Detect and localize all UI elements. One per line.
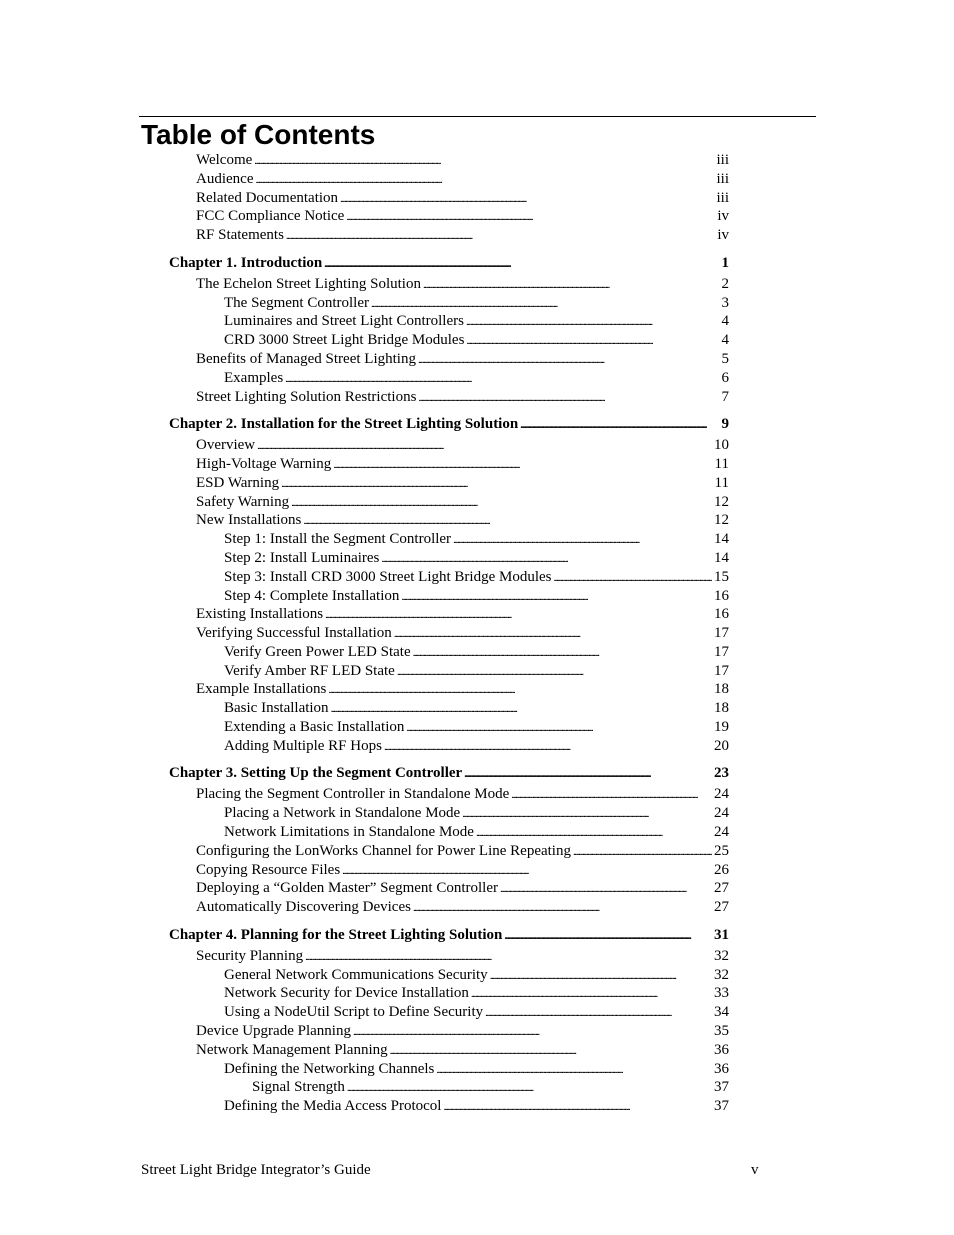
toc-entry[interactable]	[224, 1003, 729, 1022]
dot-leader	[476, 823, 712, 843]
toc-entry-title: Placing a Network in Standalone Mode	[224, 805, 461, 822]
dot-leader	[394, 624, 712, 644]
toc-entry-title: Network Management Planning	[196, 1041, 388, 1058]
toc-entry-page-number: 11	[714, 474, 729, 491]
dot-leader	[466, 331, 719, 351]
toc-entry-title: Verify Green Power LED State	[224, 643, 411, 660]
dot-leader	[255, 170, 714, 190]
toc-entry[interactable]	[196, 493, 729, 512]
toc-entry-page-number: 15	[714, 568, 729, 585]
toc-entry-title: Verifying Successful Installation	[196, 625, 392, 642]
toc-entry[interactable]	[196, 207, 729, 226]
toc-entry[interactable]	[196, 275, 729, 294]
toc-entry-page-number: 17	[714, 643, 729, 660]
dot-leader	[453, 530, 712, 550]
toc-entry[interactable]	[224, 587, 729, 606]
toc-entry-title: Welcome	[196, 152, 253, 168]
toc-entry-title: Automatically Discovering Devices	[196, 899, 411, 916]
toc-entry[interactable]	[224, 984, 729, 1003]
toc-entry[interactable]	[196, 842, 729, 861]
toc-entry-title: Luminaires and Street Light Controllers	[224, 313, 464, 330]
footer-page-number: v	[751, 1162, 759, 1178]
toc-entry[interactable]	[252, 1078, 729, 1097]
toc-entry-page-number: 26	[714, 861, 729, 878]
dot-leader	[257, 436, 712, 456]
toc-entry-page-number: 24	[714, 786, 729, 803]
toc-entry-page-number: 23	[714, 765, 729, 782]
dot-leader	[406, 718, 712, 738]
toc-entry-page-number: 32	[714, 947, 729, 964]
toc-chapter-entry[interactable]	[169, 926, 729, 945]
toc-entry[interactable]	[224, 1060, 729, 1079]
dot-leader	[500, 879, 712, 899]
toc-entry-title: Safety Warning	[196, 493, 290, 510]
dot-leader	[462, 804, 712, 824]
toc-entry-title: Basic Installation	[224, 700, 329, 717]
dot-leader	[471, 984, 712, 1004]
toc-entry[interactable]	[224, 804, 729, 823]
toc-entry-page-number: 14	[714, 549, 729, 566]
toc-entry-title: Example Installations	[196, 681, 327, 698]
toc-entry-page-number: 27	[714, 880, 729, 897]
toc-entry-title: Adding Multiple RF Hops	[224, 737, 382, 754]
toc-entry-page-number: 37	[714, 1098, 729, 1115]
toc-entry-page-number: iii	[716, 170, 729, 187]
toc-entry-title: Verify Amber RF LED State	[224, 662, 395, 679]
toc-chapter-entry[interactable]	[169, 764, 729, 783]
toc-entry-page-number: 16	[714, 587, 729, 604]
toc-entry-title: Signal Strength	[252, 1079, 345, 1096]
dot-leader	[342, 861, 712, 881]
toc-entry-title: Related Documentation	[196, 189, 339, 206]
dot-leader	[381, 549, 712, 569]
toc-entry-title: High-Voltage Warning	[196, 455, 332, 472]
dot-leader	[553, 568, 712, 588]
toc-entry-page-number: 10	[714, 437, 729, 454]
toc-entry-page-number: 19	[714, 719, 729, 736]
toc-entry-title: Chapter 2. Installation for the Street Lighting Solution	[169, 415, 519, 432]
toc-entry[interactable]	[196, 226, 729, 245]
toc-entry-title: Copying Resource Files	[196, 861, 341, 878]
toc-entry[interactable]	[224, 966, 729, 985]
toc-entry-title: Step 3: Install CRD 3000 Street Light Bridge Modules	[224, 568, 552, 585]
toc-entry[interactable]	[224, 1097, 729, 1116]
toc-entry-page-number: 1	[721, 254, 729, 271]
toc-entry[interactable]	[224, 823, 729, 842]
toc-entry-title: ESD Warning	[196, 474, 280, 491]
toc-entry[interactable]	[196, 605, 729, 624]
toc-entry[interactable]	[224, 737, 729, 756]
toc-entry-page-number: iv	[717, 227, 729, 244]
dot-leader	[305, 947, 712, 967]
toc-entry-title: CRD 3000 Street Light Bridge Modules	[224, 332, 465, 349]
toc-entry-page-number: 37	[714, 1079, 729, 1096]
dot-leader	[347, 1078, 712, 1098]
dot-leader	[413, 898, 712, 918]
dot-leader	[384, 737, 712, 757]
toc-entry-title: FCC Compliance Notice	[196, 208, 345, 225]
dot-leader	[353, 1022, 712, 1042]
toc-entry[interactable]	[196, 189, 729, 208]
dot-leader	[413, 643, 712, 663]
toc-entry[interactable]	[196, 1041, 729, 1060]
dot-leader	[346, 207, 715, 227]
toc-entry-title: Deploying a “Golden Master” Segment Controller	[196, 880, 499, 897]
toc-entry[interactable]	[196, 947, 729, 966]
toc-entry-title: Defining the Networking Channels	[224, 1060, 435, 1077]
toc-entry-title: Audience	[196, 170, 254, 187]
toc-entry-title: Defining the Media Access Protocol	[224, 1098, 442, 1115]
toc-entry-page-number: 12	[714, 493, 729, 510]
dot-leader	[281, 474, 712, 494]
toc-entry-page-number: 20	[714, 737, 729, 754]
toc-entry-title: Network Security for Device Installation	[224, 985, 469, 1002]
toc-entry-page-number: 5	[721, 350, 729, 367]
dot-leader	[286, 226, 715, 246]
toc-entry-title: Step 2: Install Luminaires	[224, 549, 380, 566]
dot-leader	[443, 1097, 712, 1117]
dot-leader	[324, 254, 719, 274]
dot-leader	[423, 275, 720, 295]
toc-entry-page-number: 34	[714, 1004, 729, 1021]
toc-entry-title: Network Limitations in Standalone Mode	[224, 824, 474, 841]
toc-entry-page-number: 3	[721, 294, 729, 311]
toc-entry-title: Placing the Segment Controller in Standalone Mode	[196, 786, 510, 803]
toc-entry-page-number: 24	[714, 824, 729, 841]
toc-entry[interactable]	[224, 331, 729, 350]
toc-entry[interactable]	[196, 388, 729, 407]
toc-chapter-entry[interactable]	[169, 254, 729, 273]
toc-entry[interactable]	[196, 861, 729, 880]
toc-entry-page-number: 35	[714, 1023, 729, 1039]
toc-entry[interactable]	[224, 549, 729, 568]
toc-entry[interactable]	[196, 879, 729, 898]
toc-entry-title: Step 1: Install the Segment Controller	[224, 531, 452, 548]
toc-list	[0, 151, 954, 1116]
toc-entry-page-number: 27	[714, 899, 729, 916]
toc-entry-page-number: iii	[716, 189, 729, 206]
toc-entry-page-number: 4	[721, 332, 729, 349]
toc-entry-page-number: 17	[714, 662, 729, 679]
toc-chapter-entry[interactable]	[169, 415, 729, 434]
toc-entry-title: Step 4: Complete Installation	[224, 587, 400, 604]
toc-entry[interactable]	[224, 643, 729, 662]
toc-entry[interactable]	[196, 436, 729, 455]
toc-entry[interactable]	[224, 312, 729, 331]
toc-entry[interactable]	[224, 699, 729, 718]
dot-leader	[285, 369, 719, 389]
dot-leader	[291, 493, 712, 513]
toc-entry-title: Examples	[224, 369, 284, 386]
toc-entry-page-number: 33	[714, 985, 729, 1002]
toc-entry-page-number: 14	[714, 531, 729, 548]
dot-leader	[436, 1060, 712, 1080]
dot-leader	[390, 1041, 712, 1061]
toc-entry-page-number: 18	[714, 681, 729, 698]
toc-entry[interactable]	[224, 718, 729, 737]
toc-entry-page-number: 36	[714, 1041, 729, 1058]
dot-leader	[573, 842, 712, 862]
toc-entry[interactable]	[196, 785, 729, 804]
toc-entry-page-number: 9	[721, 415, 729, 432]
toc-entry-page-number: 16	[714, 606, 729, 623]
footer-document-title: Street Light Bridge Integrator’s Guide	[141, 1162, 371, 1178]
toc-entry-title: The Echelon Street Lighting Solution	[196, 275, 421, 292]
toc-entry[interactable]	[196, 511, 729, 530]
page-title: Table of Contents	[141, 119, 376, 150]
toc-entry-page-number: 18	[714, 700, 729, 717]
dot-leader	[328, 680, 712, 700]
toc-entry[interactable]	[196, 350, 729, 369]
toc-entry[interactable]	[196, 170, 729, 189]
toc-entry-title: Chapter 3. Setting Up the Segment Controller	[169, 765, 463, 782]
toc-entry-title: Extending a Basic Installation	[224, 719, 405, 736]
toc-entry-title: RF Statements	[196, 227, 284, 244]
toc-entry-title: Benefits of Managed Street Lighting	[196, 350, 416, 367]
toc-entry-title: Overview	[196, 437, 256, 454]
toc-entry-title: Using a NodeUtil Script to Define Security	[224, 1004, 484, 1021]
toc-entry[interactable]	[224, 369, 729, 388]
dot-leader	[397, 662, 712, 682]
dot-leader	[418, 350, 720, 370]
toc-entry-title: New Installations	[196, 512, 302, 529]
dot-leader	[371, 294, 720, 314]
toc-entry-page-number: 4	[721, 313, 729, 330]
toc-entry-page-number: 2	[721, 275, 729, 292]
toc-entry-page-number: 36	[714, 1060, 729, 1077]
dot-leader	[520, 415, 719, 435]
toc-entry-title: Existing Installations	[196, 606, 324, 623]
toc-entry-title: The Segment Controller	[224, 294, 369, 311]
toc-entry-title: Configuring the LonWorks Channel for Power Line Repeating	[196, 842, 571, 859]
toc-entry-page-number: 31	[714, 926, 729, 943]
toc-entry-title: Security Planning	[196, 947, 304, 964]
toc-entry[interactable]	[224, 530, 729, 549]
toc-entry[interactable]	[196, 474, 729, 493]
toc-entry-page-number: 25	[714, 842, 729, 859]
dot-leader	[418, 388, 719, 408]
dot-leader	[333, 455, 712, 475]
dot-leader	[485, 1003, 712, 1023]
dot-leader	[401, 587, 712, 607]
toc-entry-page-number: 11	[714, 455, 729, 472]
toc-entry-page-number: 6	[721, 369, 729, 386]
toc-entry-page-number: 7	[721, 388, 729, 405]
toc-entry-page-number: 12	[714, 512, 729, 529]
dot-leader	[331, 699, 712, 719]
toc-entry-title: Street Lighting Solution Restrictions	[196, 388, 417, 405]
toc-entry[interactable]	[196, 624, 729, 643]
dot-leader	[340, 189, 714, 209]
toc-entry-page-number: iv	[717, 208, 729, 225]
dot-leader	[511, 785, 712, 805]
toc-entry[interactable]	[196, 151, 729, 170]
toc-entry[interactable]	[224, 294, 729, 313]
dot-leader	[466, 312, 720, 332]
dot-leader	[325, 605, 712, 625]
toc-entry[interactable]	[196, 1022, 729, 1041]
toc-entry[interactable]	[196, 898, 729, 917]
toc-entry-title: Chapter 1. Introduction	[169, 254, 323, 271]
toc-entry-page-number: 17	[714, 625, 729, 642]
toc-entry[interactable]	[224, 662, 729, 681]
dot-leader	[490, 966, 712, 986]
toc-entry[interactable]	[196, 680, 729, 699]
toc-entry-title: General Network Communications Security	[224, 966, 488, 983]
dot-leader	[464, 764, 712, 784]
toc-entry-title: Device Upgrade Planning	[196, 1023, 351, 1039]
toc-entry[interactable]	[224, 568, 729, 587]
toc-entry-page-number: 32	[714, 966, 729, 983]
toc-entry[interactable]	[196, 455, 729, 474]
dot-leader	[504, 926, 712, 946]
toc-entry-page-number: 24	[714, 805, 729, 822]
dot-leader	[303, 511, 712, 531]
dot-leader	[254, 151, 714, 171]
toc-entry-page-number: iii	[716, 152, 729, 168]
toc-entry-title: Chapter 4. Planning for the Street Lighting Solution	[169, 926, 503, 943]
